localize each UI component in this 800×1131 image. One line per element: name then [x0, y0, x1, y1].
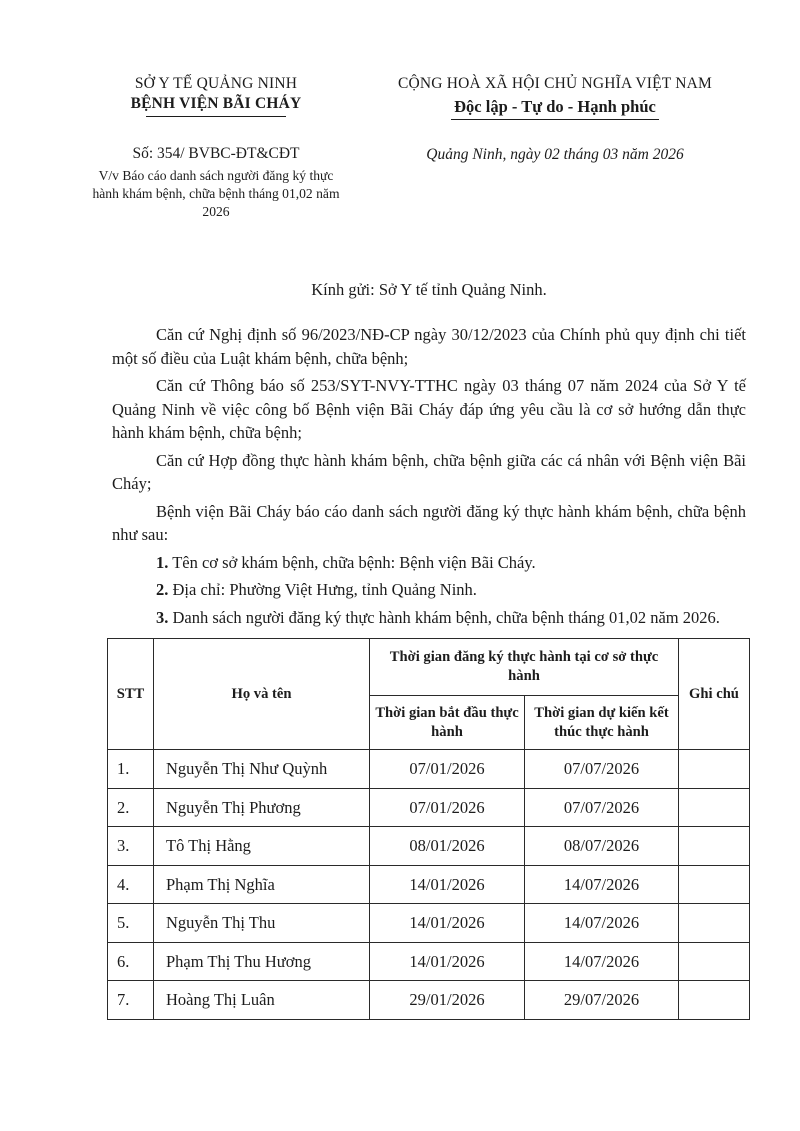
- item-1-number: 1.: [156, 552, 169, 572]
- item-1-text: Tên cơ sở khám bệnh, chữa bệnh: Bệnh viện Bãi Cháy.: [168, 552, 536, 572]
- table-header-row-1: [108, 639, 750, 696]
- cell-end-date: 08/07/2026: [525, 827, 679, 866]
- national-motto: Độc lập - Tự do - Hạnh phúc: [451, 96, 659, 120]
- paragraph-legal-basis-1: Căn cứ Nghị định số 96/2023/NĐ-CP ngày 30/12/2023 của Chính phủ quy định chi tiết một số điều của Luật khám bệnh, chữa bệnh;: [112, 325, 746, 368]
- table-row-1: [108, 750, 750, 789]
- cell-note: [679, 865, 750, 904]
- cell-end-date: 29/07/2026: [525, 981, 679, 1020]
- cell-end-date: 14/07/2026: [525, 865, 679, 904]
- cell-stt: 3.: [108, 827, 154, 866]
- paragraph-report-intro: Bệnh viện Bãi Cháy báo cáo danh sách người đăng ký thực hành khám bệnh, chữa bệnh như sau:: [112, 501, 746, 544]
- cell-start-date: 07/01/2026: [370, 750, 525, 789]
- col-header-end-time: Thời gian dự kiến kết thúc thực hành: [525, 696, 679, 750]
- cell-stt: 6.: [108, 942, 154, 981]
- cell-stt: 1.: [108, 750, 154, 789]
- cell-name: Tô Thị Hằng: [154, 827, 370, 866]
- cell-start-date: 14/01/2026: [370, 865, 525, 904]
- col-header-time-group: Thời gian đăng ký thực hành tại cơ sở thực hành: [370, 639, 679, 696]
- cell-end-date: 07/07/2026: [525, 788, 679, 827]
- cell-stt: 4.: [108, 865, 154, 904]
- numbered-item-2: [112, 578, 746, 602]
- national-title: CỘNG HOÀ XÃ HỘI CHỦ NGHĨA VIỆT NAM: [397, 75, 713, 92]
- cell-name: Hoàng Thị Luân: [154, 981, 370, 1020]
- cell-name: Phạm Thị Nghĩa: [154, 865, 370, 904]
- org-name-underline: [146, 116, 286, 117]
- table-header: [108, 639, 750, 750]
- org-parent-name: SỞ Y TẾ QUẢNG NINH: [134, 75, 298, 92]
- table-row-4: [108, 865, 750, 904]
- item-3-text: Danh sách người đăng ký thực hành khám bệnh, chữa bệnh tháng 01,02 năm 2026.: [168, 607, 720, 627]
- cell-name: Nguyễn Thị Như Quỳnh: [154, 750, 370, 789]
- letterhead-left: [85, 74, 347, 221]
- item-2-text: Địa chỉ: Phường Việt Hưng, tỉnh Quảng Ninh.: [168, 580, 477, 599]
- col-header-stt: STT: [108, 639, 154, 750]
- cell-start-date: 08/01/2026: [370, 827, 525, 866]
- practice-registration-table: [107, 638, 750, 1020]
- cell-end-date: 14/07/2026: [525, 904, 679, 943]
- document-number: Số: 354/ BVBC-ĐT&CĐT: [132, 145, 300, 162]
- cell-start-date: 29/01/2026: [370, 981, 525, 1020]
- paragraph-legal-basis-2: Căn cứ Thông báo số 253/SYT-NVY-TTHC ngày 03 tháng 07 năm 2024 của Sở Y tế Quảng Ninh về việc công bố Bệnh viện Bãi Cháy đáp ứng yêu cầu là cơ sở hướng dẫn thực hành khám bệnh, chữa bệnh;: [112, 376, 746, 442]
- col-header-note: Ghi chú: [679, 639, 750, 750]
- document-body: [0, 278, 800, 1020]
- numbered-item-3: [112, 606, 746, 630]
- col-header-name: Họ và tên: [154, 639, 370, 750]
- cell-name: Nguyễn Thị Phương: [154, 788, 370, 827]
- table-row-5: [108, 904, 750, 943]
- cell-end-date: 14/07/2026: [525, 942, 679, 981]
- cell-note: [679, 788, 750, 827]
- cell-start-date: 14/01/2026: [370, 904, 525, 943]
- cell-note: [679, 904, 750, 943]
- cell-name: Nguyễn Thị Thu: [154, 904, 370, 943]
- numbered-item-1: [112, 551, 746, 575]
- cell-stt: 7.: [108, 981, 154, 1020]
- org-name: BỆNH VIỆN BÃI CHÁY: [130, 95, 302, 112]
- cell-name: Phạm Thị Thu Hương: [154, 942, 370, 981]
- table-row-2: [108, 788, 750, 827]
- cell-note: [679, 981, 750, 1020]
- place-and-date: Quảng Ninh, ngày 02 tháng 03 năm 2026: [426, 146, 684, 163]
- cell-stt: 5.: [108, 904, 154, 943]
- cell-start-date: 07/01/2026: [370, 788, 525, 827]
- letterhead-right: [360, 74, 750, 221]
- table-row-3: [108, 827, 750, 866]
- paragraph-legal-basis-3: Căn cứ Hợp đồng thực hành khám bệnh, chữa bệnh giữa các cá nhân với Bệnh viện Bãi Cháy;: [112, 450, 746, 493]
- cell-end-date: 07/07/2026: [525, 750, 679, 789]
- document-subject: V/v Báo cáo danh sách người đăng ký thực hành khám bệnh, chữa bệnh tháng 01,02 năm 2026: [92, 168, 340, 219]
- table-body: [108, 750, 750, 1020]
- col-header-start-time: Thời gian bắt đầu thực hành: [370, 696, 525, 750]
- cell-stt: 2.: [108, 788, 154, 827]
- cell-note: [679, 942, 750, 981]
- table-row-6: [108, 942, 750, 981]
- letterhead: [0, 0, 800, 221]
- cell-note: [679, 827, 750, 866]
- cell-start-date: 14/01/2026: [370, 942, 525, 981]
- salutation: Kính gửi: Sở Y tế tỉnh Quảng Ninh.: [311, 280, 547, 299]
- item-3-number: 3.: [156, 607, 169, 627]
- national-motto-wrap: [360, 96, 750, 120]
- table-row-7: [108, 981, 750, 1020]
- cell-note: [679, 750, 750, 789]
- item-2-number: 2.: [156, 580, 169, 599]
